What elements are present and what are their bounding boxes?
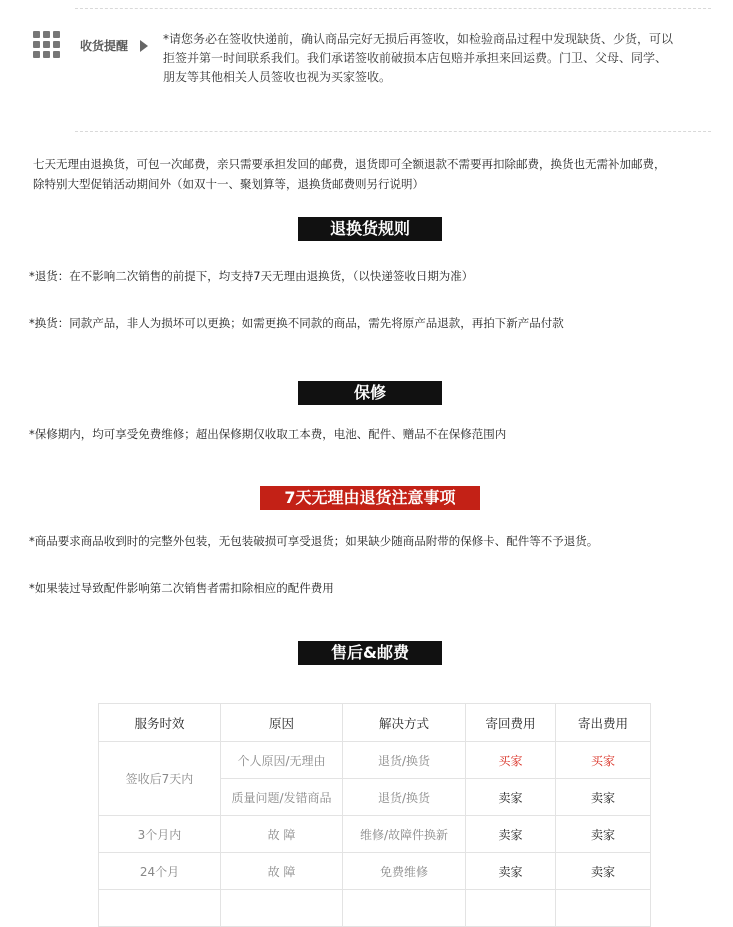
empty-cell [343,890,466,927]
send-fee-cell: 买家 [556,742,651,779]
table-header: 服务时效 [99,704,221,742]
send-fee-cell: 卖家 [556,779,651,816]
table-header: 寄回费用 [466,704,556,742]
top-divider [75,8,711,9]
intro-text [33,154,723,194]
return-fee-cell: 卖家 [466,853,556,890]
table-header: 解决方式 [343,704,466,742]
table-row [99,742,651,779]
notice-text [163,30,703,87]
after-sales-title: 售后&邮费 [298,641,442,665]
return-rules-title: 退换货规则 [298,217,442,241]
table-row [99,890,651,927]
after-sales-table [98,703,651,927]
empty-cell [221,890,343,927]
empty-cell [466,890,556,927]
solution-cell: 免费维修 [343,853,466,890]
arrow-right-icon [140,40,148,52]
reason-cell: 质量问题/发错商品 [221,779,343,816]
grid-menu-icon [33,31,61,59]
table-row [99,816,651,853]
table-header-row [99,704,651,742]
period-cell: 3个月内 [99,816,221,853]
return-fee-cell: 买家 [466,742,556,779]
return-fee-cell: 卖家 [466,816,556,853]
send-fee-cell: 卖家 [556,853,651,890]
empty-cell [99,890,221,927]
warranty-item: *保修期内，均可享受免费维修；超出保修期仅收取工本费，电池、配件、赠品不在保修范围内 [29,427,507,441]
seven-day-item: *商品要求商品收到时的完整外包装，无包装破损可享受退货；如果缺少随商品附带的保修卡、配件等不予退货。 [29,534,599,548]
notice-label: 收货提醒 [80,39,129,53]
send-fee-cell: 卖家 [556,816,651,853]
solution-cell: 退货/换货 [343,742,466,779]
reason-cell: 个人原因/无理由 [221,742,343,779]
table-row [99,853,651,890]
table-header: 寄出费用 [556,704,651,742]
period-cell: 24个月 [99,853,221,890]
seven-day-item: *如果装过导致配件影响第二次销售者需扣除相应的配件费用 [29,581,334,595]
intro-line: 除特别大型促销活动期间外（如双十一、聚划算等，退换货邮费则另行说明） [33,177,424,191]
notice-line: *请您务必在签收快递前，确认商品完好无损后再签收，如检验商品过程中发现缺货、少货，可以 [163,32,674,46]
empty-cell [556,890,651,927]
notice-line: 朋友等其他相关人员签收也视为买家签收。 [163,70,392,84]
notice-divider [75,131,711,132]
intro-line: 七天无理由退换货，可包一次邮费，亲只需要承担发回的邮费，退货即可全额退款不需要再扣除邮费，换货也无需补加邮费， [33,157,666,171]
period-cell: 签收后7天内 [99,742,221,816]
table-header: 原因 [221,704,343,742]
return-fee-cell: 卖家 [466,779,556,816]
exchange-rule-item: *换货：同款产品，非人为损坏可以更换；如需更换不同款的商品，需先将原产品退款，再拍下新产品付款 [29,316,564,330]
warranty-title: 保修 [298,381,442,405]
notice-line: 拒签并第一时间联系我们。我们承诺签收前破损本店包赔并承担来回运费。门卫、父母、同学、 [163,51,668,65]
reason-cell: 故 障 [221,816,343,853]
solution-cell: 维修/故障件换新 [343,816,466,853]
seven-day-notice-title: 7天无理由退货注意事项 [260,486,480,510]
reason-cell: 故 障 [221,853,343,890]
return-rule-item: *退货：在不影响二次销售的前提下，均支持7天无理由退换货，（以快递签收日期为准） [29,269,474,283]
solution-cell: 退货/换货 [343,779,466,816]
